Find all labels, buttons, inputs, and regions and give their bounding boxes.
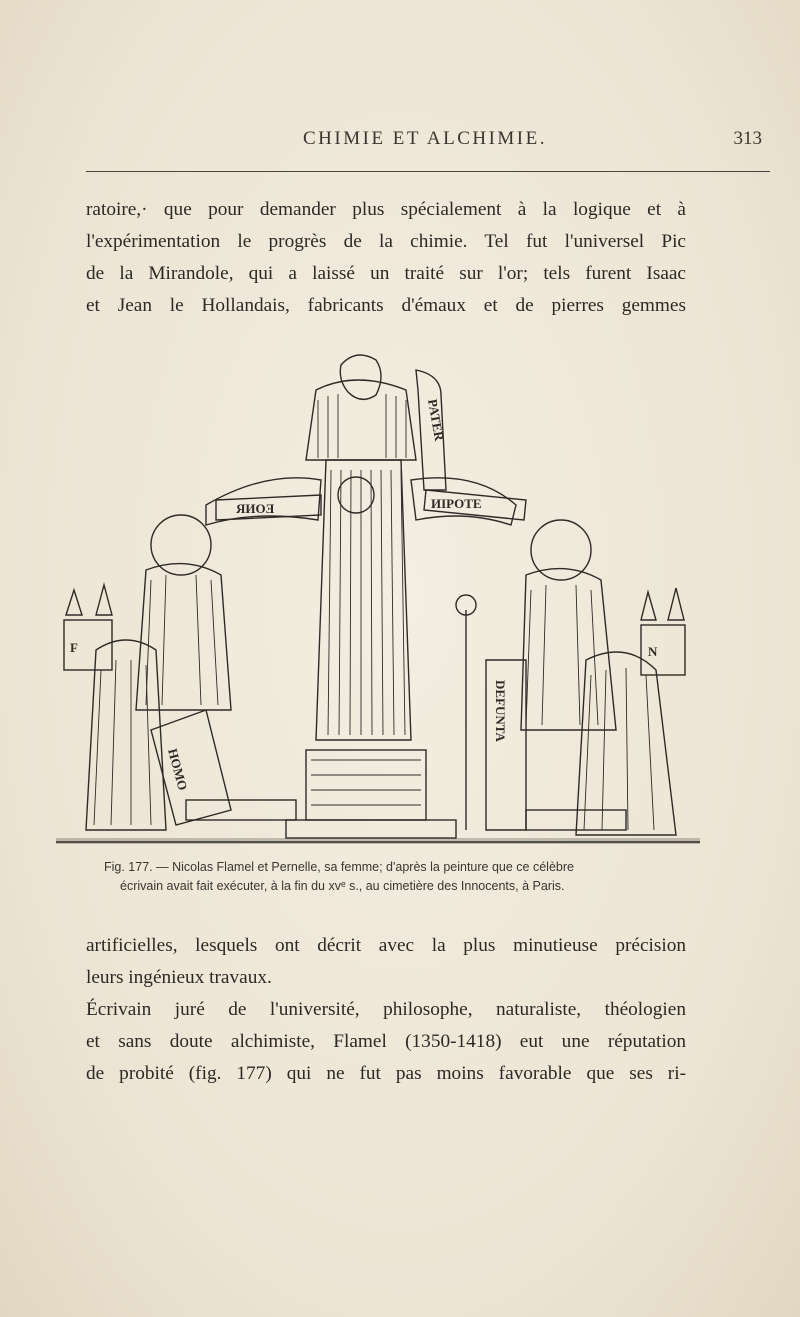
text-line: et sans doute alchimiste, Flamel (1350-1418) eut une réputation [86, 1031, 686, 1052]
text-line: leurs ingénieux travaux. [86, 967, 272, 988]
text-line: et Jean le Hollandais, fabricants d'émaux et de pierres gemmes [86, 295, 686, 316]
svg-text:F: F [70, 640, 78, 655]
running-head [80, 128, 770, 152]
svg-text:ИIPOTE: ИIPOTE [431, 496, 482, 511]
svg-text:HOMO: HOMO [165, 746, 191, 792]
svg-text:DEFUNTA: DEFUNTA [493, 680, 508, 742]
svg-text:N: N [648, 644, 658, 659]
text-line: l'expérimentation le progrès de la chimie. Tel fut l'universel Pic [86, 231, 686, 252]
page-number: 313 [733, 128, 762, 149]
figure-engraving [56, 330, 700, 850]
text-line: de la Mirandole, qui a laissé un traité sur l'or; tels furent Isaac [86, 263, 686, 284]
running-title: CHIMIE ET ALCHIMIE. [303, 128, 547, 149]
svg-text:ЯИOƎ: ЯИOƎ [236, 501, 275, 516]
header-rule [86, 171, 770, 172]
text-line: de probité (fig. 177) qui ne fut pas moins favorable que ses ri- [86, 1063, 686, 1084]
svg-text:PATER: PATER [425, 397, 448, 443]
engraving-illustration-icon [56, 330, 700, 850]
text-line: Écrivain juré de l'université, philosophe, naturaliste, théologien [86, 999, 686, 1020]
text-line: artificielles, lesquels ont décrit avec la plus minutieuse précision [86, 935, 686, 956]
figure-caption-line: Fig. 177. — Nicolas Flamel et Pernelle, sa femme; d'après la peinture que ce célèbre [104, 860, 574, 874]
figure-caption-line: écrivain avait fait exécuter, à la fin du xvᵉ s., au cimetière des Innocents, à Paris. [120, 879, 565, 893]
text-line: ratoire,· que pour demander plus spécialement à la logique et à [86, 199, 686, 220]
